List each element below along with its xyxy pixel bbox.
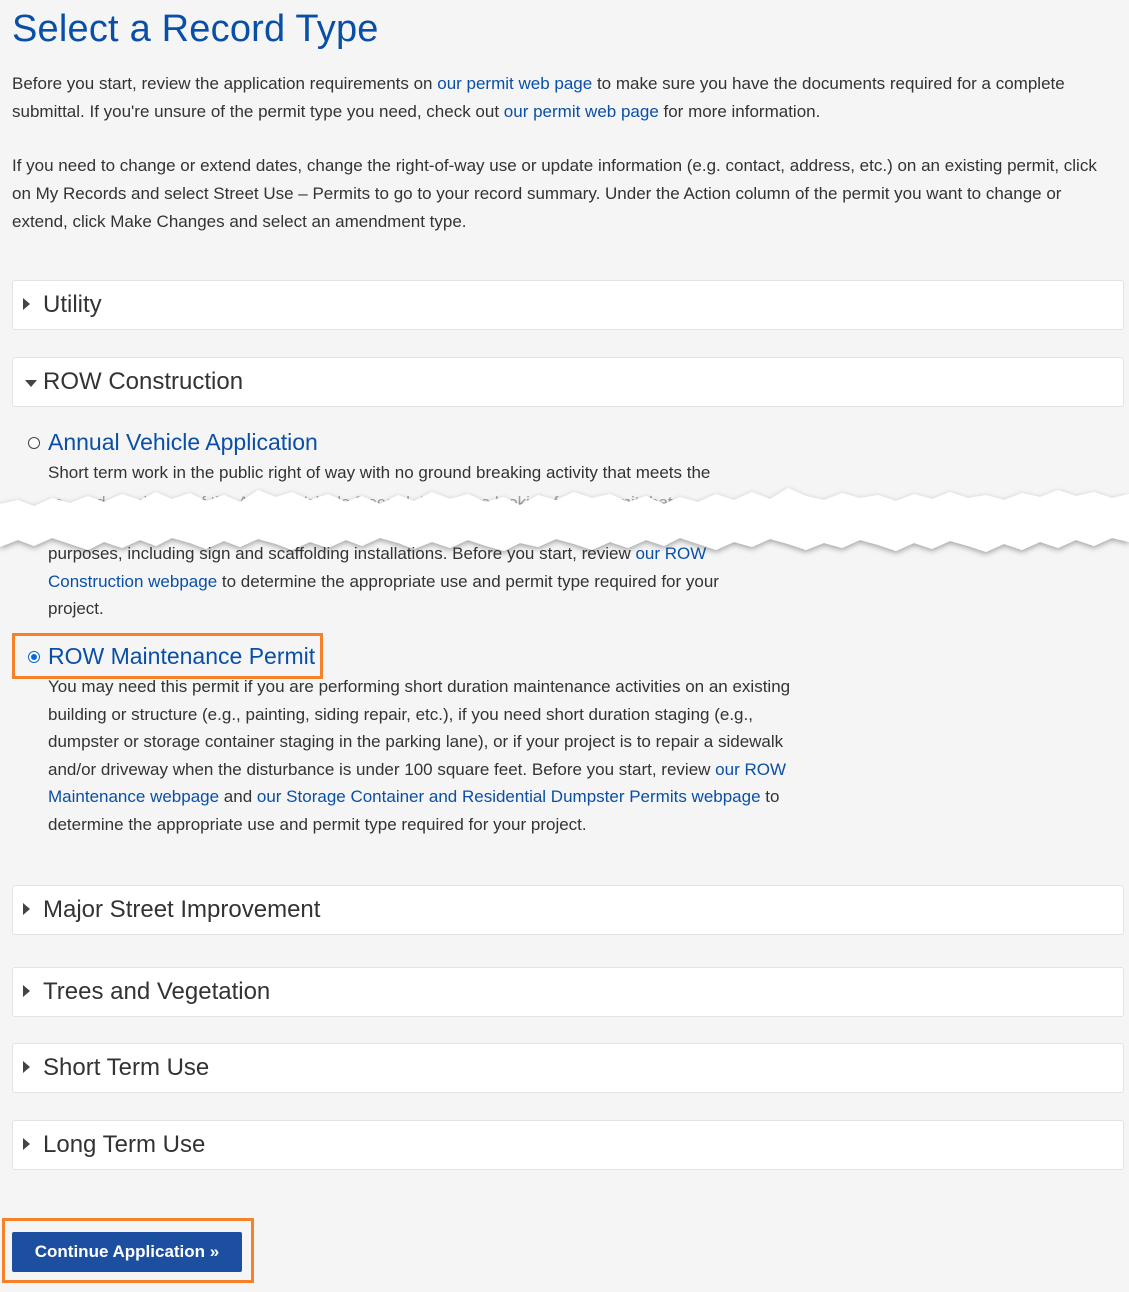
permit-web-page-link[interactable]: our permit web page: [437, 74, 593, 93]
row-construction-permit-description: [48, 540, 748, 623]
description-text: purposes, including sign and scaffolding installations. Before you start, review: [48, 544, 636, 563]
row-maintenance-webpage-link[interactable]: our ROW Maintenance webpage: [48, 759, 786, 806]
accordion-short-term-label: Short Term Use: [43, 1054, 210, 1081]
accordion-trees-and-vegetation[interactable]: [12, 967, 1124, 1017]
storage-container-permits-link[interactable]: our Storage Container and Residential Dumpster Permits webpage: [256, 787, 761, 806]
caret-right-icon: [23, 1061, 30, 1073]
row-maintenance-title[interactable]: ROW Maintenance Permit: [48, 643, 316, 669]
annual-vehicle-radio[interactable]: [28, 437, 40, 449]
annual-vehicle-description: Short term work in the public right of way with no ground breaking activity that meets the: [48, 463, 711, 482]
accordion-short-term-use[interactable]: [12, 1043, 1124, 1093]
permit-web-page-link-2[interactable]: our permit web page: [503, 102, 659, 121]
caret-right-icon: [23, 298, 30, 310]
continue-application-button[interactable]: Continue Application »: [12, 1232, 242, 1272]
accordion-row-construction-label: ROW Construction: [43, 368, 244, 395]
row-maintenance-radio[interactable]: [28, 651, 40, 663]
accordion-long-term-label: Long Term Use: [43, 1131, 206, 1158]
page-title: Select a Record Type: [12, 8, 379, 50]
description-text: to determine the appropriate use and permit type required for your project.: [48, 787, 780, 834]
caret-down-icon: [25, 380, 37, 387]
accordion-major-street-improvement[interactable]: [12, 885, 1124, 935]
accordion-long-term-use[interactable]: [12, 1120, 1124, 1170]
accordion-row-construction[interactable]: [12, 357, 1124, 407]
description-text: to determine the appropriate use and permit type required for your project.: [48, 571, 719, 618]
intro-text: Before you start, review the application requirements on: [12, 74, 438, 93]
caret-right-icon: [23, 985, 30, 997]
intro-paragraph-requirements: [12, 70, 1117, 126]
intro-text: for more information.: [658, 102, 821, 121]
intro-paragraph-amendments: If you need to change or extend dates, change the right-of-way use or update information (e.g. contact, address, etc.) on an existing permit, click on My Records and select Street Use – Permits to go to your record summary. Under the Action column of the permit you want to change or extend, click Make Changes and select an amendment type.: [12, 156, 1097, 231]
intro-text: to make sure you have the documents required for a complete submittal. If you're unsure of the permit type you need, check out: [12, 74, 1065, 121]
accordion-major-street-label: Major Street Improvement: [43, 896, 321, 923]
description-text: You may need this permit if you are performing short duration maintenance activities on an existing building or structure (e.g., painting, siding repair, etc.), if you need short duration staging (e.g., dumpster or storage container staging in the parking lane), or if your project is to repair a sidewalk and/or driveway when the disturbance is under 100 square feet. Before you start, review: [48, 677, 791, 779]
annual-vehicle-title[interactable]: Annual Vehicle Application: [48, 429, 318, 455]
caret-right-icon: [23, 1138, 30, 1150]
description-text: and: [219, 787, 257, 806]
accordion-trees-label: Trees and Vegetation: [43, 978, 271, 1005]
accordion-utility-label: Utility: [43, 291, 102, 318]
row-construction-webpage-link[interactable]: our ROW Construction webpage: [48, 544, 707, 591]
accordion-utility[interactable]: [12, 280, 1124, 330]
row-maintenance-description: [48, 673, 808, 838]
caret-right-icon: [23, 903, 30, 915]
